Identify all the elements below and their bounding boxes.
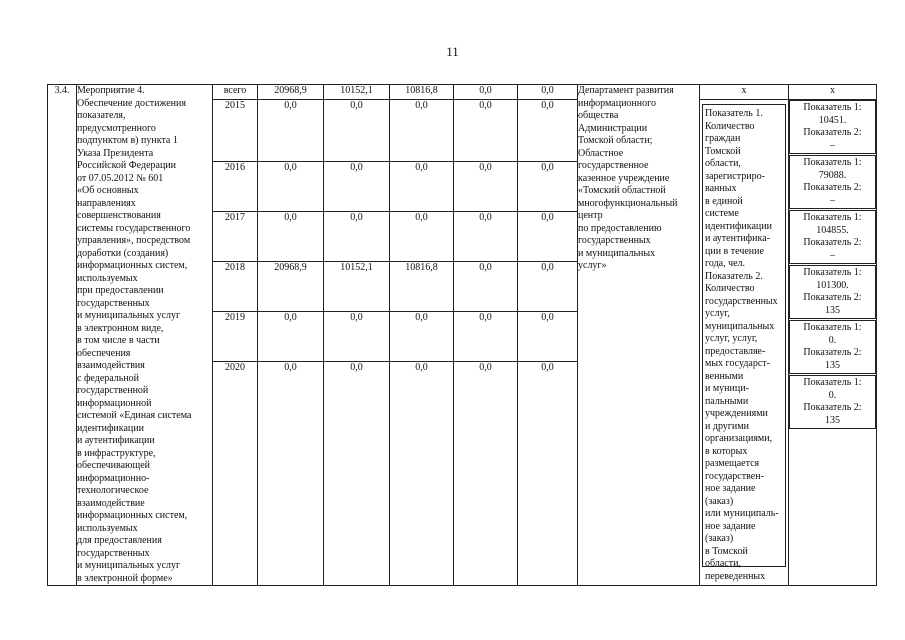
indicator-value-line: 79088. (818, 169, 847, 181)
indicator-value-line: Показатель 1: (803, 102, 862, 113)
description-line: для предоставления (77, 535, 162, 546)
value-cell: 0,0 (324, 312, 390, 362)
indicator-value-line: 135 (825, 359, 840, 371)
value-cell: 0,0 (454, 262, 518, 312)
description-line: в том числе в части (77, 335, 160, 346)
responsible-department (578, 85, 700, 586)
department-line: государственное (578, 160, 649, 171)
value-cell: 0,0 (454, 362, 518, 586)
description-line: системой «Единая система (77, 410, 192, 421)
indicator-line: (заказ) (705, 533, 734, 544)
description-line: направлениях (77, 197, 136, 209)
description-line: совершенствования (77, 210, 161, 221)
indicator-line: (заказ) (705, 495, 734, 507)
indicator-value-box (789, 210, 876, 264)
indicator-line: ванных (705, 183, 737, 194)
value-cell: 0,0 (258, 212, 324, 262)
description-line: показателя, (77, 110, 126, 121)
indicator-value-line: Показатель 2: (803, 127, 862, 138)
indicator-line: ное задание (705, 483, 756, 494)
indicator-line: области, (705, 158, 741, 169)
indicator-value-line: Показатель 2: (803, 292, 862, 303)
value-cell: 0,0 (258, 362, 324, 586)
value-cell: 0,0 (518, 162, 578, 212)
year-cell: всего (213, 85, 258, 100)
description-line: управления», посредством (77, 235, 191, 246)
department-line: «Томский областной (578, 185, 666, 196)
indicator-line: мых государст- (705, 358, 770, 369)
indicator-line: муниципальных (705, 320, 775, 332)
value-cell: 0,0 (518, 212, 578, 262)
description-line: Российской Федерации (77, 160, 177, 171)
description-line: взаимодействия (77, 360, 145, 371)
description-line: предусмотренного (77, 122, 156, 134)
indicator-line: Томской (705, 145, 741, 157)
department-line: информационного (578, 97, 656, 109)
table-row (48, 85, 877, 100)
value-cell: 10816,8 (390, 85, 454, 100)
description-line: доработки (создания) (77, 247, 169, 259)
description-line: в электронной форме» (77, 572, 173, 584)
indicator-value-line: Показатель 2: (803, 237, 862, 248)
description-line: и муниципальных услуг (77, 560, 181, 571)
x-mark: х (789, 85, 877, 100)
indicator-line: размещается (705, 458, 760, 469)
indicator-value-box (789, 155, 876, 209)
description-line: «Об основных (77, 185, 139, 196)
year-cell: 2015 (213, 100, 258, 162)
value-cell: 0,0 (454, 162, 518, 212)
value-cell: 0,0 (518, 100, 578, 162)
value-cell: 10152,1 (324, 85, 390, 100)
indicator-line: и другими (705, 420, 749, 432)
indicator-value-line: 135 (825, 414, 840, 426)
value-cell: 10152,1 (324, 262, 390, 312)
description-line: используемых (77, 522, 138, 534)
indicator-value-line: Показатель 1: (803, 377, 862, 388)
department-line: Томской области; (578, 135, 653, 146)
indicator-line: услуг, услуг, (705, 333, 758, 344)
department-line: общества (578, 110, 619, 121)
value-cell: 0,0 (454, 85, 518, 100)
indicator-line: и аутентифика- (705, 233, 770, 244)
indicator-line: ции в течение (705, 245, 764, 257)
department-line: многофункциональный (578, 197, 678, 209)
description-line: Обеспечение достижения (77, 97, 186, 109)
value-cell: 20968,9 (258, 85, 324, 100)
indicator-line: организациями, (705, 433, 773, 444)
indicator-line: учреждениями (705, 408, 768, 419)
value-cell: 0,0 (390, 212, 454, 262)
indicator-value-box (789, 265, 876, 319)
indicator-line: венными (705, 370, 744, 382)
indicator-value-line: 0. (828, 389, 837, 401)
description-line: и муниципальных услуг (77, 310, 181, 321)
department-line: по предоставлению (578, 222, 662, 234)
program-table (47, 84, 877, 586)
indicator-value-line: – (830, 194, 835, 206)
indicator-line: Показатель 2. (705, 270, 763, 282)
value-cell: 0,0 (518, 362, 578, 586)
indicator-value-line: 10451. (818, 114, 847, 126)
description-line: государственной (77, 385, 149, 396)
value-cell: 0,0 (390, 362, 454, 586)
value-cell: 0,0 (390, 312, 454, 362)
indicator-line: Количество (705, 283, 755, 294)
indicator-line: государствен- (705, 470, 764, 482)
indicator-line: идентификации (705, 220, 772, 232)
value-cell: 0,0 (454, 100, 518, 162)
indicator-value-box (789, 320, 876, 374)
indicator-value-box (789, 100, 876, 154)
activity-description (77, 85, 213, 586)
indicator-value-line: 0. (828, 334, 837, 346)
value-cell: 0,0 (454, 312, 518, 362)
indicator-line: предоставляе- (705, 345, 766, 357)
description-line: используемых (77, 272, 138, 284)
indicator-value-line: Показатель 2: (803, 347, 862, 358)
description-line: и аутентификации (77, 435, 155, 446)
description-line: Указа Президента (77, 147, 154, 159)
indicator-line: в которых (705, 445, 748, 457)
description-line: от 07.05.2012 № 601 (77, 172, 164, 184)
description-line: в инфраструктуре, (77, 447, 156, 459)
x-mark: х (700, 85, 789, 100)
indicator-line: системе (705, 208, 739, 219)
value-cell: 0,0 (518, 312, 578, 362)
description-line: информационно- (77, 472, 150, 484)
department-line: государственных (578, 235, 651, 246)
description-line: взаимодействие (77, 497, 145, 509)
indicator-line: государственных (705, 295, 778, 307)
row-number: 3.4. (48, 85, 77, 586)
indicator-line: года, чел. (705, 258, 746, 269)
description-line: информационной (77, 397, 152, 409)
description-line: государственных (77, 547, 150, 559)
year-cell: 2017 (213, 212, 258, 262)
department-line: услуг» (578, 260, 607, 271)
indicator-line: переведенных (705, 570, 766, 582)
value-cell: 0,0 (324, 362, 390, 586)
year-cell: 2018 (213, 262, 258, 312)
department-line: и муниципальных (578, 247, 656, 259)
department-line: центр (578, 210, 603, 221)
indicator-line: Показатель 1. (705, 108, 763, 119)
value-cell: 0,0 (390, 100, 454, 162)
indicator-value-line: Показатель 1: (803, 267, 862, 278)
description-line: информационных систем, (77, 260, 188, 271)
indicator-value-box (789, 375, 876, 429)
indicator-value-line: Показатель 2: (803, 402, 862, 413)
year-cell: 2020 (213, 362, 258, 586)
value-cell: 0,0 (258, 312, 324, 362)
department-line: казенное учреждение (578, 172, 670, 184)
indicator-line: или муниципаль- (705, 508, 779, 519)
description-line: с федеральной (77, 372, 140, 384)
description-line: обеспечивающей (77, 460, 150, 471)
indicator-line: в Томской (705, 545, 748, 557)
indicator-line: граждан (705, 133, 741, 144)
indicator-value-line: Показатель 2: (803, 182, 862, 193)
value-cell: 0,0 (324, 212, 390, 262)
value-cell: 0,0 (324, 100, 390, 162)
indicator-value-line: Показатель 1: (803, 212, 862, 223)
description-line: государственных (77, 297, 150, 309)
description-line: информационных систем, (77, 510, 188, 521)
value-cell: 0,0 (454, 212, 518, 262)
value-cell: 10816,8 (390, 262, 454, 312)
description-line: при предоставлении (77, 285, 164, 296)
indicator-line: и муници- (705, 383, 749, 394)
description-line: в электронном виде, (77, 322, 164, 334)
indicator-values (789, 100, 877, 586)
value-cell: 0,0 (324, 162, 390, 212)
indicator-line: услуг, (705, 308, 730, 319)
value-cell: 0,0 (518, 262, 578, 312)
department-line: Областное (578, 147, 624, 159)
indicator-line: ное задание (705, 520, 756, 532)
page-number: 11 (446, 44, 459, 59)
value-cell: 0,0 (518, 85, 578, 100)
indicator-line: области, (705, 558, 741, 569)
indicator-value-line: 135 (825, 304, 840, 316)
indicator-value-line: 104855. (816, 224, 849, 236)
description-line: обеспечения (77, 347, 131, 359)
indicator-value-line: – (830, 139, 835, 151)
description-line: технологическое (77, 485, 149, 496)
indicator-line: пальными (705, 395, 749, 407)
indicator-value-line: – (830, 249, 835, 261)
value-cell: 0,0 (258, 100, 324, 162)
year-cell: 2016 (213, 162, 258, 212)
indicator-description (700, 100, 789, 586)
indicator-value-line: 101300. (816, 279, 849, 291)
indicator-line: Количество (705, 120, 755, 132)
value-cell: 0,0 (390, 162, 454, 212)
department-line: Департамент развития (578, 85, 674, 96)
description-line: подпунктом в) пункта 1 (77, 135, 178, 146)
indicator-value-line: Показатель 1: (803, 322, 862, 333)
department-line: Администрации (578, 122, 648, 134)
year-cell: 2019 (213, 312, 258, 362)
value-cell: 20968,9 (258, 262, 324, 312)
description-line: идентификации (77, 422, 144, 434)
indicator-value-line: Показатель 1: (803, 157, 862, 168)
indicator-line: в единой (705, 195, 743, 207)
value-cell: 0,0 (258, 162, 324, 212)
indicator-line: зарегистриро- (705, 170, 765, 182)
description-line: Мероприятие 4. (77, 85, 145, 96)
description-line: системы государственного (77, 222, 191, 234)
